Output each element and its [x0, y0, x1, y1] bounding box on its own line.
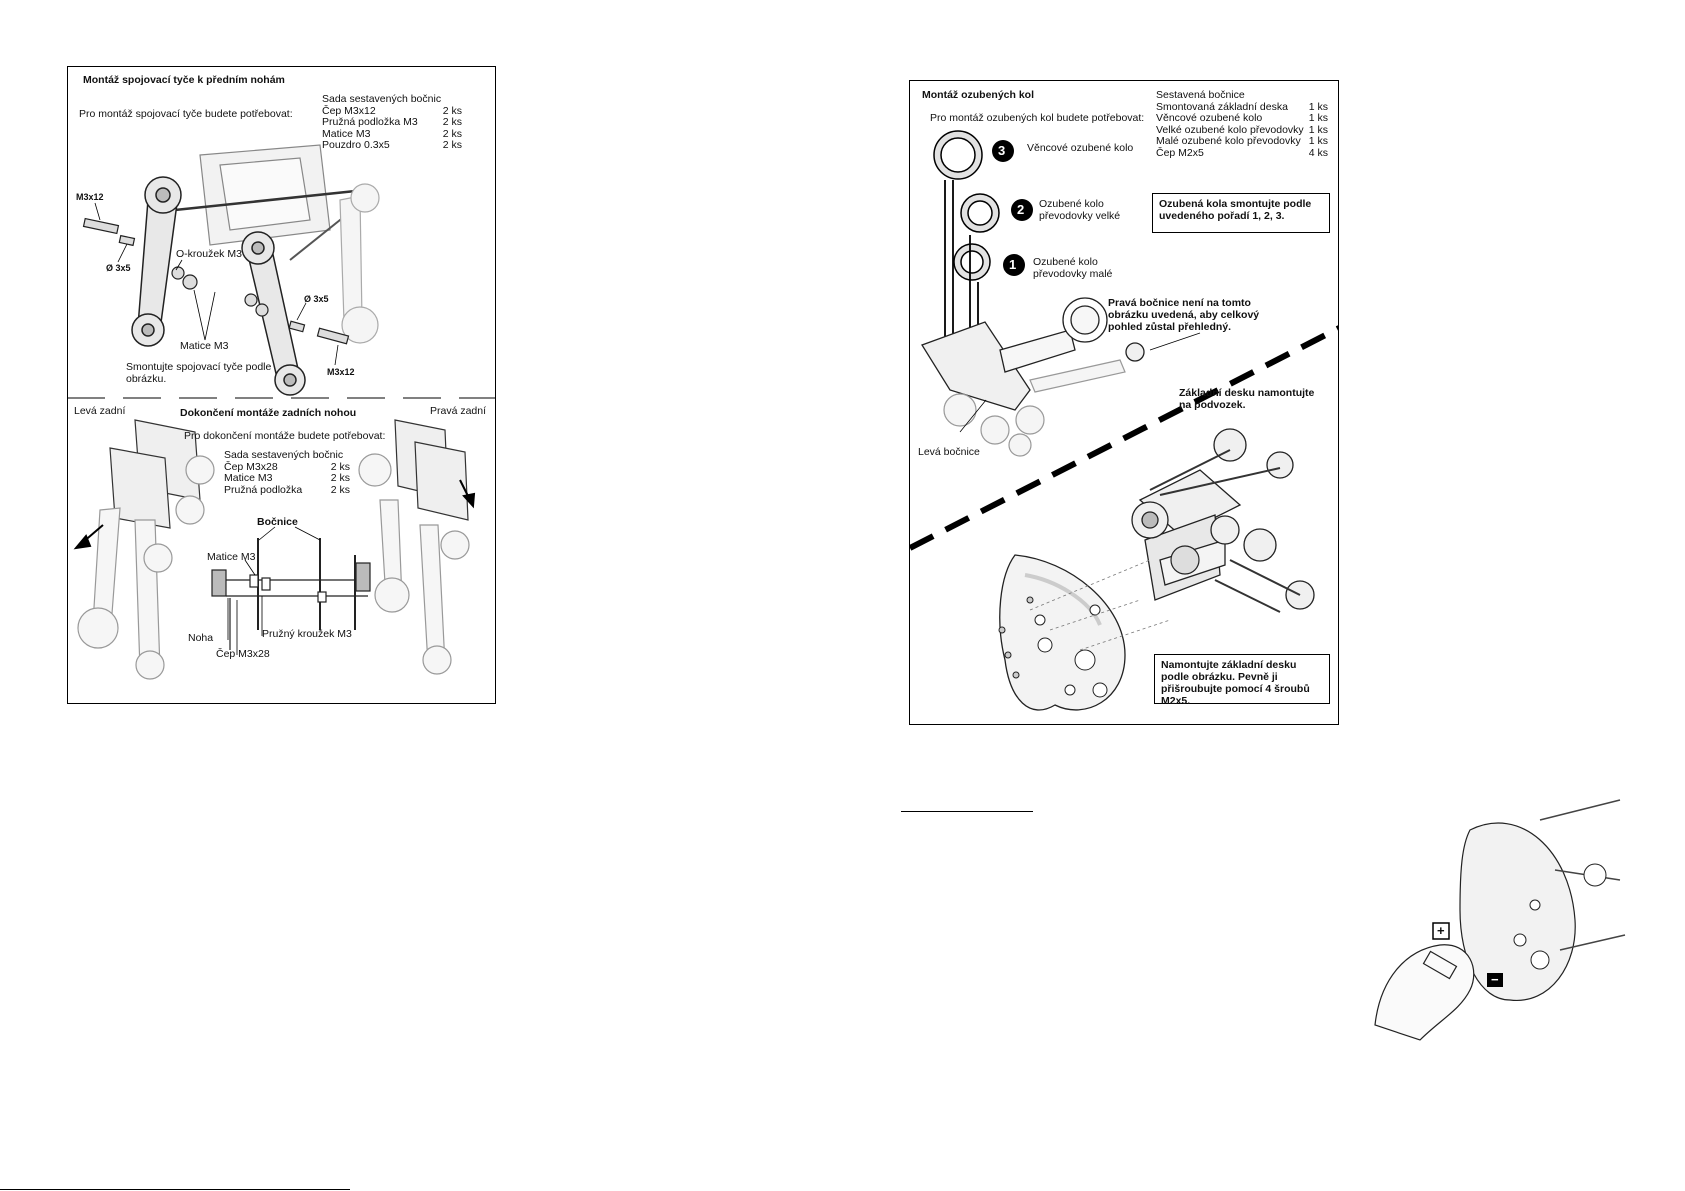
- label-o-ring: O-kroužek M3: [176, 248, 242, 260]
- label-nut: Matice M3: [180, 340, 229, 352]
- parts-row: Smontovaná základní deska 1 ks: [1156, 100, 1328, 113]
- gears-intro: Pro montáž ozubených kol budete potřebovat:: [930, 112, 1145, 124]
- side-plates-label: Bočnice: [257, 516, 298, 528]
- gear-3-label: Věncové ozubené kolo: [1027, 142, 1134, 154]
- parts-row: Pouzdro 0.3x5 2 ks: [322, 139, 462, 151]
- parts-row: Velké ozubené kolo převodovky 1 ks: [1156, 123, 1328, 136]
- parts-row: Čep M3x12 2 ks: [322, 104, 462, 117]
- gears-title: Montáž ozubených kol: [922, 89, 1035, 101]
- gear-2-label-2: převodovky velké: [1039, 210, 1121, 222]
- label-d3x5-left: Ø 3x5: [106, 263, 131, 273]
- gear-order-note: Ozubená kola smontujte podle uvedeného pořadí 1, 2, 3.: [1152, 193, 1330, 233]
- front-rod-intro: Pro montáž spojovací tyče budete potřebovat:: [79, 108, 293, 120]
- detail-nut-label: Matice M3: [207, 551, 256, 563]
- gear-1-number: 1: [1009, 257, 1017, 272]
- rear-legs-intro: Pro dokončení montáže budete potřebovat:: [184, 430, 386, 442]
- front-rod-instruction-1: Smontujte spojovací tyče podle: [126, 361, 272, 373]
- battery-plus-symbol: +: [1437, 923, 1445, 938]
- rear-legs-title: Dokončení montáže zadních nohou: [180, 407, 357, 419]
- label-m3x12-left: M3x12: [76, 192, 104, 202]
- leg-label: Noha: [188, 632, 214, 644]
- rear-left-label: Levá zadní: [74, 405, 126, 417]
- rear-right-label: Pravá zadní: [430, 405, 487, 417]
- parts-row: Matice M3 2 ks: [224, 472, 350, 484]
- left-side-label: Levá bočnice: [918, 446, 980, 458]
- parts-row: Matice M3 2 ks: [322, 127, 462, 140]
- front-rod-title: Montáž spojovací tyče k předním nohám: [83, 74, 285, 86]
- gear-2-label-1: Ozubené kolo: [1039, 198, 1104, 210]
- parts-row: Čep M3x28 2 ks: [224, 460, 350, 473]
- parts-row: Věncové ozubené kolo 1 ks: [1156, 112, 1328, 124]
- footer-rule: [0, 1189, 350, 1190]
- gear-2-number: 2: [1017, 202, 1025, 217]
- gear-3-number: 3: [998, 143, 1006, 158]
- parts-row: Sestavená bočnice: [1156, 89, 1245, 101]
- parts-row: Sada sestavených bočnic: [322, 93, 442, 105]
- battery-minus-symbol: −: [1491, 972, 1499, 987]
- parts-row: Pružná podložka 2 ks: [224, 483, 350, 496]
- mount-instruction-1: Základní desku namontujte: [1179, 387, 1315, 399]
- label-d3x5-right: Ø 3x5: [304, 294, 329, 304]
- mount-instruction-2: na podvozek.: [1179, 399, 1246, 411]
- parts-row: Pružná podložka M3 2 ks: [322, 116, 462, 128]
- base-plate-note: Namontujte základní desku podle obrázku. Pevně ji přišroubujte pomocí 4 šroubů M2x5.: [1154, 654, 1330, 704]
- parts-row: Sada sestavených bočnic: [224, 449, 344, 461]
- front-rod-instruction-2: obrázku.: [126, 373, 167, 385]
- parts-row: Malé ozubené kolo převodovky 1 ks: [1156, 135, 1328, 147]
- label-m3x12-right: M3x12: [327, 367, 355, 377]
- pin-label: Čep M3x28: [216, 648, 270, 660]
- gear-1-label-2: převodovky malé: [1033, 268, 1113, 280]
- gear-1-label-1: Ozubené kolo: [1033, 256, 1098, 268]
- right-side-note: Pravá bočnice není na tomto obrázku uvedená, aby celkový pohled zůstal přehledný.: [1108, 297, 1260, 333]
- spring-ring-label: Pružný kroužek M3: [262, 628, 352, 640]
- parts-row: Čep M2x5 4 ks: [1156, 146, 1328, 159]
